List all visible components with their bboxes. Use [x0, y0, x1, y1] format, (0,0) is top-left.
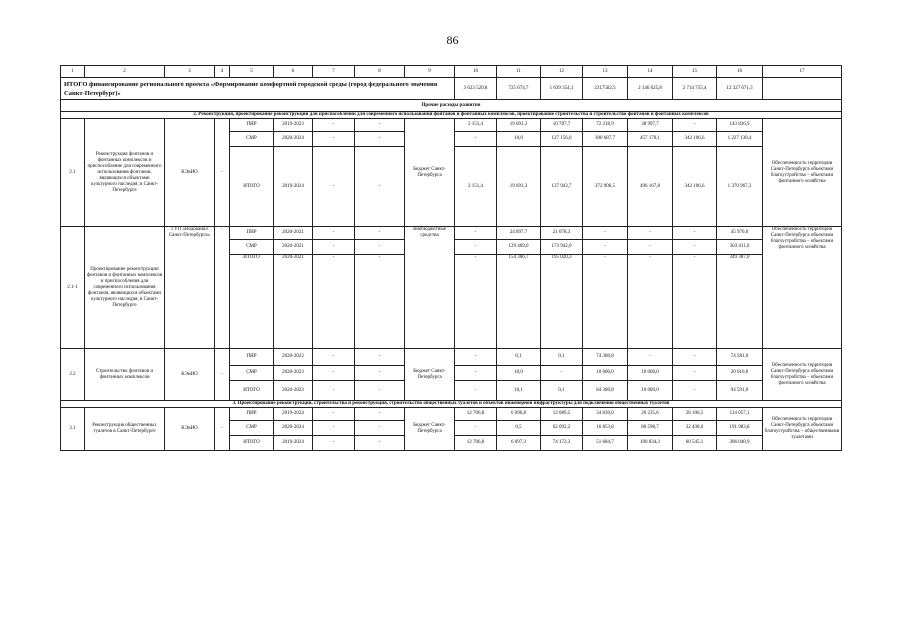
amount: 51 684,7	[583, 436, 628, 451]
row-number: 3.1	[61, 408, 85, 451]
cell: -	[313, 408, 355, 421]
period: 2020-2023	[274, 381, 313, 401]
col-num: 15	[673, 66, 717, 78]
amount: -	[628, 227, 673, 240]
amount: 20 010,0	[717, 366, 763, 381]
amount: 20 235,6	[628, 408, 673, 421]
amount: 100 834,3	[628, 436, 673, 451]
page-number: 86	[446, 33, 459, 47]
amount: 10 787,7	[541, 119, 583, 132]
period: 2019-2024	[274, 436, 313, 451]
amount: 0,1	[541, 349, 583, 366]
cell: -	[355, 132, 405, 147]
cell: -	[313, 349, 355, 366]
col-num: 1	[61, 66, 85, 78]
col-num: 3	[165, 66, 215, 78]
amount: 10 000,0	[583, 366, 628, 381]
cell: -	[313, 381, 355, 401]
amount: -	[673, 381, 717, 401]
cell: -	[355, 227, 405, 240]
amount: 1 370 967,3	[717, 147, 763, 227]
work-type: ПИР	[230, 408, 274, 421]
amount: 306 040,9	[717, 436, 763, 451]
col-num: 14	[628, 66, 673, 78]
indicator-note: Обеспеченность территории Санкт-Петербурга объектами благоустройства – объектами фонтанного хозяйства	[763, 349, 842, 401]
event-name: Реконструкция фонтанов и фонтанных комплексов и приспособление для современного использования фонтанов, являющихся объектами культурного наследия, в Санкт-Петербурге	[85, 119, 165, 227]
cell: -	[355, 366, 405, 381]
total-value: 12 327 671,3	[717, 78, 763, 100]
period: 2019-2023	[274, 119, 313, 132]
table-row	[61, 349, 842, 366]
amount: -	[455, 349, 497, 366]
amount: 62 092,2	[541, 421, 583, 436]
indicator-note: Обеспеченность территории Санкт-Петербурга объектами благоустройства – объектами фонтанного хозяйства	[763, 227, 842, 349]
financing-table	[60, 65, 842, 451]
column-number-row	[61, 66, 842, 78]
row-number: 2.1	[61, 119, 85, 227]
cell: -	[215, 408, 230, 451]
amount: 72 218,9	[583, 119, 628, 132]
amount: 74 380,8	[583, 349, 628, 366]
amount: 342 106,6	[673, 147, 717, 227]
total-value: 2 714 755,4	[673, 78, 717, 100]
period: 2019-2024	[274, 408, 313, 421]
amount: -	[673, 240, 717, 255]
executor: КЭиИО	[165, 408, 215, 451]
amount: 84 380,8	[583, 381, 628, 401]
executor: КЭиИО	[165, 349, 215, 401]
amount: 342 106,6	[673, 132, 717, 147]
executor: ГУП «Водоканал Санкт-Петербурга»	[165, 227, 215, 349]
amount: 32 438,6	[673, 421, 717, 436]
col-num: 16	[717, 66, 763, 78]
col-num: 13	[583, 66, 628, 78]
amount: 38 997,7	[628, 119, 673, 132]
cell: -	[355, 349, 405, 366]
total-value: 2 146 625,8	[628, 78, 673, 100]
work-type: ПИР	[230, 119, 274, 132]
amount: 173 942,0	[541, 240, 583, 255]
amount: -	[541, 366, 583, 381]
period: 2020-2021	[274, 227, 313, 240]
amount: 0,1	[497, 349, 541, 366]
cell: -	[215, 119, 230, 227]
amount: 129 469,0	[497, 240, 541, 255]
period: 2020-2024	[274, 421, 313, 436]
amount: 12 706,8	[455, 436, 497, 451]
cell: -	[355, 421, 405, 436]
amount: 195 020,3	[541, 255, 583, 349]
amount: 191 983,8	[717, 421, 763, 436]
work-type: СМР	[230, 421, 274, 436]
cell: -	[313, 147, 355, 227]
funding-source: Внебюджетные средства	[405, 227, 455, 349]
amount: 457 170,1	[628, 132, 673, 147]
section-2-row	[61, 112, 842, 119]
total-value: 2317582,5	[583, 78, 628, 100]
amount: -	[583, 227, 628, 240]
amount: 12 089,5	[541, 408, 583, 421]
other-expenses-row	[61, 100, 842, 112]
work-type: ИТОГО	[230, 381, 274, 401]
amount: -	[455, 227, 497, 240]
amount: 19 691,3	[497, 119, 541, 132]
amount: 28 106,5	[673, 408, 717, 421]
amount: -	[628, 255, 673, 349]
amount: 2 151,4	[455, 147, 497, 227]
col-num: 7	[313, 66, 355, 78]
period: 2020-2022	[274, 349, 313, 366]
amount: 24 897,7	[497, 227, 541, 240]
period: 2020-2021	[274, 255, 313, 349]
row-number: 2.2	[61, 349, 85, 401]
amount: 349 387,0	[717, 255, 763, 349]
amount: 6 097,3	[497, 436, 541, 451]
amount: 372 906,5	[583, 147, 628, 227]
amount: -	[455, 381, 497, 401]
event-name: Строительство фонтанов и фонтанных комплексов	[85, 349, 165, 401]
total-value: 725 674,7	[497, 78, 541, 100]
cell: -	[313, 436, 355, 451]
total-label: ИТОГО финансирование регионального проекта «Формирование комфортной городской среды (город федерального значения Санкт-Петербург)»	[61, 78, 455, 100]
amount: 0,5	[497, 421, 541, 436]
col-num: 2	[85, 66, 165, 78]
funding-source: Бюджет Санкт-Петербурга	[405, 408, 455, 451]
amount: 10,0	[497, 132, 541, 147]
amount: 34 830,0	[583, 408, 628, 421]
cell: -	[355, 240, 405, 255]
funding-source: Бюджет Санкт-Петербурга	[405, 349, 455, 401]
amount: 60 545,1	[673, 436, 717, 451]
cell: -	[313, 132, 355, 147]
amount: 137 943,7	[541, 147, 583, 227]
amount: 74 581,0	[717, 349, 763, 366]
executor: КЭиИО	[165, 119, 215, 227]
amount: -	[673, 255, 717, 349]
cell: -	[215, 227, 230, 349]
amount: 45 976,0	[717, 227, 763, 240]
cell: -	[355, 408, 405, 421]
amount: 21 078,3	[541, 227, 583, 240]
col-num: 6	[274, 66, 313, 78]
amount: -	[455, 255, 497, 349]
col-num: 12	[541, 66, 583, 78]
amount: -	[673, 227, 717, 240]
period: 2020-2023	[274, 366, 313, 381]
amount: -	[455, 421, 497, 436]
amount: 114 057,1	[717, 408, 763, 421]
amount: -	[628, 240, 673, 255]
cell: -	[313, 255, 355, 349]
period: 2020-2024	[274, 132, 313, 147]
amount: 496 167,8	[628, 147, 673, 227]
amount: -	[455, 132, 497, 147]
cell: -	[313, 119, 355, 132]
cell: -	[313, 421, 355, 436]
col-num: 10	[455, 66, 497, 78]
amount: 6 096,8	[497, 408, 541, 421]
amount: 143 836,9	[717, 119, 763, 132]
funding-source: Бюджет Санкт-Петербурга	[405, 119, 455, 227]
work-type: ИТОГО	[230, 255, 274, 349]
amount: 94 591,0	[717, 381, 763, 401]
work-type: ПИР	[230, 349, 274, 366]
amount: -	[673, 349, 717, 366]
amount: -	[583, 255, 628, 349]
cell: -	[355, 147, 405, 227]
total-value: 3 623 520,8	[455, 78, 497, 100]
section-2-title: 2. Реконструкция, проектирование реконструкции для приспособлений для современного использования фонтанов и фонтанных комплексов, проектирование строительства и строительство фонтанов и фонтанных комплексов	[61, 112, 842, 119]
amount: -	[583, 240, 628, 255]
indicator-note: Обеспеченность территории Санкт-Петербурга объектами благоустройства – объектами фонтанного хозяйства	[763, 119, 842, 227]
work-type: СМР	[230, 366, 274, 381]
row-number: 2.1-1	[61, 227, 85, 349]
amount: 10,1	[497, 381, 541, 401]
total-row	[61, 78, 842, 100]
work-type: ИТОГО	[230, 436, 274, 451]
amount: -	[673, 366, 717, 381]
indicator-note: Обеспеченность территории Санкт-Петербурга объектами благоустройства – общественными туалетами	[763, 408, 842, 451]
amount: 16 853,8	[583, 421, 628, 436]
amount: 74 172,3	[541, 436, 583, 451]
work-type: ИТОГО	[230, 147, 274, 227]
amount: 2 151,4	[455, 119, 497, 132]
col-num: 9	[405, 66, 455, 78]
section-3-row	[61, 401, 842, 408]
amount: -	[673, 119, 717, 132]
amount: 0,1	[541, 381, 583, 401]
table-row	[61, 119, 842, 132]
table-row	[61, 227, 842, 240]
period: 2019-2024	[274, 147, 313, 227]
cell: -	[355, 255, 405, 349]
cell: -	[355, 119, 405, 132]
cell: -	[215, 349, 230, 401]
cell: -	[313, 366, 355, 381]
cell: -	[313, 227, 355, 240]
total-value: 1 639 354,1	[541, 78, 583, 100]
section-3-title: 3. Проектирование реконструкции, строительства и реконструкция, строительство общественных туалетов и объектов инженерной инфраструктуры для подключения общественных туалетов	[61, 401, 842, 408]
amount: 127 156,0	[541, 132, 583, 147]
work-type: СМР	[230, 132, 274, 147]
amount: -	[455, 240, 497, 255]
col-num: 4	[215, 66, 230, 78]
other-expenses-title: Прочие расходы развития	[61, 100, 842, 112]
period: 2020-2021	[274, 240, 313, 255]
col-num: 11	[497, 66, 541, 78]
col-num: 8	[355, 66, 405, 78]
work-type: СМР	[230, 240, 274, 255]
amount: 12 706,8	[455, 408, 497, 421]
col-num: 17	[763, 66, 842, 78]
amount: 19 691,3	[497, 147, 541, 227]
event-name: Реконструкция общественных туалетов в Санкт-Петербурге	[85, 408, 165, 451]
table-row	[61, 408, 842, 421]
work-type: ПИР	[230, 227, 274, 240]
cell: -	[313, 240, 355, 255]
amount: -	[455, 366, 497, 381]
amount: 1 227 130,4	[717, 132, 763, 147]
amount: 154 366,7	[497, 255, 541, 349]
col-num: 5	[230, 66, 274, 78]
amount: 10 000,0	[628, 366, 673, 381]
amount: 10 000,0	[628, 381, 673, 401]
amount: 303 411,0	[717, 240, 763, 255]
cell: -	[355, 381, 405, 401]
event-name: Проектирование реконструкции фонтанов и фонтанных комплексов и приспособления для современного использования фонтанов, являющихся объектами культурного наследия, в Санкт-Петербурге	[85, 227, 165, 349]
cell: -	[355, 436, 405, 451]
amount: 80 598,7	[628, 421, 673, 436]
amount: 10,0	[497, 366, 541, 381]
amount: -	[628, 349, 673, 366]
amount: 300 687,7	[583, 132, 628, 147]
